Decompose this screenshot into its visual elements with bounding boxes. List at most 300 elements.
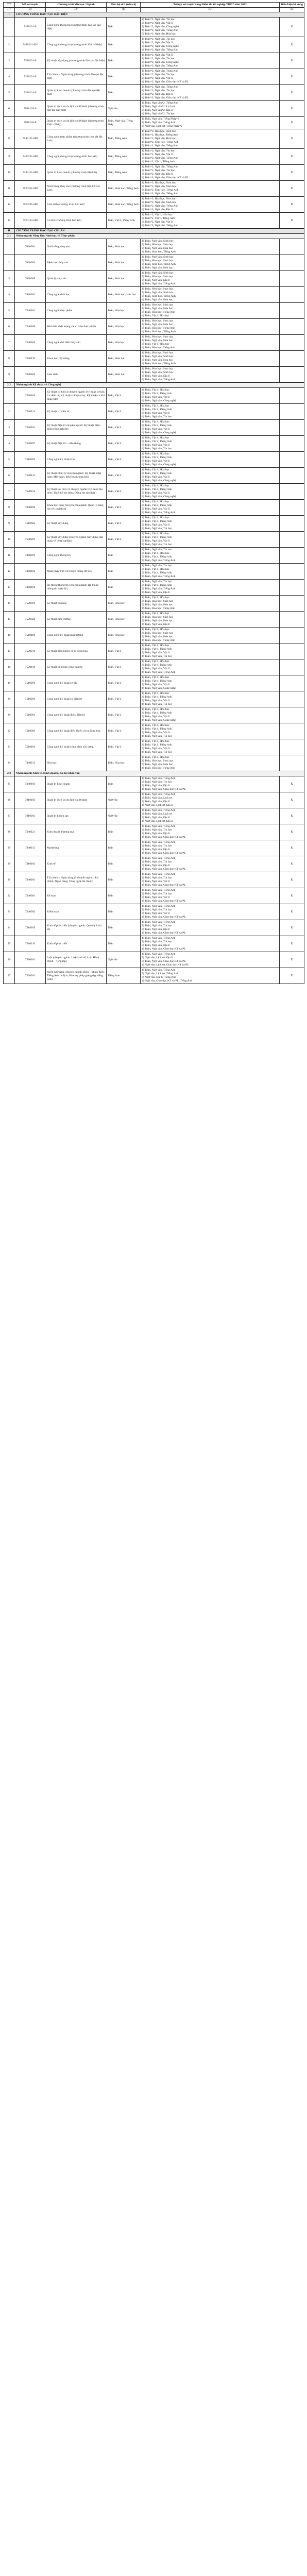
- weighted-subject: Toán, Vật lí: [107, 500, 141, 516]
- program-code: 7340301: [15, 888, 46, 904]
- weighted-subject: Toán, Sinh học: [107, 255, 141, 271]
- table-row: [4, 388, 304, 404]
- program-code: 7510102: [15, 739, 46, 755]
- row-number: 31: [4, 872, 15, 888]
- subject-combinations: 1) Toán, Vật lí, Hóa học 2) Toán, Vật lí, Tiếng Anh 3) Toán, Ngữ văn, Vật lí 4) Toán, Ngữ văn, Công nghệ: [141, 388, 280, 404]
- table-row: [4, 628, 304, 643]
- program-name: Công nghệ kỹ thuật cơ điện tử: [46, 691, 107, 707]
- weighted-subject: Toán: [107, 580, 141, 596]
- program-name: Công nghệ kỹ thuật điều khiển và tự động hóa: [46, 723, 107, 739]
- column-number: (5): [141, 8, 280, 12]
- weighted-subject: Toán, Hóa học: [107, 319, 141, 335]
- weighted-subject: Toán: [107, 53, 141, 69]
- section-id: 2.1: [4, 234, 15, 239]
- table-row: [4, 904, 304, 920]
- row-number: 17: [4, 643, 15, 659]
- extra-condition-mark: [280, 723, 304, 739]
- table-row: [4, 564, 304, 580]
- subject-combinations: 1) Toán, Vật lí, Hóa học 2) Toán, Vật lí, Tiếng Anh 3) Toán, Ngữ văn, Vật lí 4) Toán, Ngữ văn, Công nghệ: [141, 675, 280, 691]
- table-row: [4, 643, 304, 659]
- extra-condition-mark: [280, 367, 304, 383]
- program-code: 7340101: [15, 776, 46, 792]
- extra-condition-mark: X: [280, 165, 304, 181]
- weighted-subject: Toán: [107, 548, 141, 564]
- table-row: [4, 117, 304, 129]
- program-name: Công nghệ thông tin (chương trình đào tạo đặc biệt): [46, 18, 107, 37]
- table-row: [4, 936, 304, 952]
- extra-condition-mark: [280, 596, 304, 612]
- program-name: Kinh tế phát triển: [46, 936, 107, 952]
- program-code: 7540101: [15, 303, 46, 319]
- program-code: 7520207: [15, 436, 46, 452]
- table-row: [4, 659, 304, 675]
- program-code: 7540105: [15, 335, 46, 351]
- weighted-subject: Toán, Tiếng Anh: [107, 165, 141, 181]
- program-code: 7310101: [15, 856, 46, 872]
- extra-condition-mark: [280, 532, 304, 548]
- subject-combinations: 1) Toán, Vật lí, Hóa học 2) Toán, Vật lí, Tiếng Anh 3) Toán, Ngữ văn, Vật lí 4) Toán, Ngữ văn, Công nghệ: [141, 484, 280, 500]
- section-title: Nhóm ngành Nông lâm, Sinh học và Thực phẩm: [15, 234, 304, 239]
- section-title: CHƯƠNG TRÌNH ĐÀO TẠO CHUẨN: [15, 229, 304, 234]
- extra-condition-mark: X: [280, 824, 304, 840]
- weighted-subject: Toán, Vật lí: [107, 388, 141, 404]
- extra-condition-mark: [280, 335, 304, 351]
- weighted-subject: Toán, Vật lí: [107, 739, 141, 755]
- table-row: [4, 319, 304, 335]
- program-code: 7810201: [15, 808, 46, 824]
- subject-combinations: 1) Toán, Vật lí, Hóa học 2) Toán, Vật lí, Tiếng Anh 3) Toán, Ngữ văn, Vật lí 4) Toán, Ngữ văn, Công nghệ: [141, 468, 280, 484]
- row-number: 5: [4, 452, 15, 468]
- weighted-subject: Toán, Vật lí: [107, 484, 141, 500]
- weighted-subject: Toán: [107, 776, 141, 792]
- weighted-subject: Ngữ văn: [107, 952, 141, 968]
- row-number: 9: [4, 367, 15, 383]
- table-row: [4, 532, 304, 548]
- weighted-subject: Toán, Vật lí: [107, 516, 141, 532]
- row-number: 3: [4, 53, 15, 69]
- table-row: [4, 952, 304, 968]
- section-row: [4, 229, 304, 234]
- program-code: 7540106: [15, 319, 46, 335]
- program-code: 7520201: [15, 420, 46, 436]
- table-row: [4, 255, 304, 271]
- table-row: [4, 452, 304, 468]
- extra-condition-mark: X: [280, 776, 304, 792]
- row-number: 8: [4, 500, 15, 516]
- program-name: Bệnh học thủy sản: [46, 255, 107, 271]
- weighted-subject: Toán: [107, 888, 141, 904]
- program-code: 7420201: [15, 287, 46, 303]
- subject-combinations: 1) Toán, Vật lí, Hóa học 2) Toán, Vật lí, Tiếng Anh 3) Toán, Ngữ văn, Vật lí 4) Toán, Ngữ văn, Tiếng Anh: [141, 500, 280, 516]
- section-id: II: [4, 229, 15, 234]
- extra-condition-mark: X: [280, 888, 304, 904]
- weighted-subject: Toán, Sinh học: [107, 271, 141, 287]
- program-code: 7310110: [15, 936, 46, 952]
- program-code: 7510301: [15, 707, 46, 723]
- program-code: 7620110: [15, 351, 46, 367]
- program-name: Kỹ thuật hệ thống công nghiệp: [46, 659, 107, 675]
- extra-condition-mark: [280, 548, 304, 564]
- program-name: Nuôi trồng thủy sản (chương trình liên kết Hà Lan): [46, 181, 107, 197]
- weighted-subject: Toán, Sinh học, Tiếng Anh: [107, 181, 141, 197]
- program-name: Công nghệ thực phẩm: [46, 303, 107, 319]
- subject-combinations: 1) Toán, Ngữ văn, Tiếng Anh 2) Toán, Ngữ văn, Tin học 3) Toán, Ngữ văn, Địa lí 4) Toán, Ngữ văn, Giáo dục KT và PL: [141, 856, 280, 872]
- extra-condition-mark: [280, 420, 304, 436]
- table-row: [4, 351, 304, 367]
- column-number-row: [4, 8, 304, 12]
- row-number: 9: [4, 516, 15, 532]
- extra-condition-mark: [280, 564, 304, 580]
- subject-combinations: 1) Toán, Vật lí, Hóa học 2) Toán, Vật lí, Tiếng Anh 3) Toán, Ngữ văn, Vật lí 4) Toán, Ngữ văn, Tin học: [141, 516, 280, 532]
- subject-combinations: 1) Toán, Ngữ văn, Tiếng Anh 2) Toán, Ngữ văn, Tin học 3) Toán, Ngữ văn, Vật lí 4) Toán, Ngữ văn, Giáo dục KT và PL: [141, 888, 280, 904]
- subject-combinations: 1) Toán, Ngữ văn, Tin học 2) Toán, Vật lí, Hóa học 3) Toán, Vật lí, Tiếng Anh 4) Toán, Ngữ văn, Tiếng Anh: [141, 564, 280, 580]
- extra-condition-mark: [280, 452, 304, 468]
- table-row: [4, 149, 304, 165]
- row-number: 3: [4, 271, 15, 287]
- table-row: [4, 872, 304, 888]
- table-row: [4, 404, 304, 420]
- weighted-subject: Toán: [107, 85, 141, 101]
- program-code: 7480102: [15, 564, 46, 580]
- table-row: [4, 101, 304, 117]
- column-number: (3): [46, 8, 107, 12]
- subject-combinations: 1) Toán*2, Ngữ văn, Tiếng Anh 2) Toán*2, Ngữ văn, Tin học 3) Toán*2, Ngữ văn, Địa lí 4) Toán*2, Ngữ văn, Giáo dục KT và PL: [141, 85, 280, 101]
- program-name: Kỹ thuật xây dựng: [46, 516, 107, 532]
- row-number: 5: [4, 303, 15, 319]
- subject-combinations: 1) Toán, Vật lí, Hóa học 2) Toán, Vật lí, Tiếng Anh 3) Toán, Ngữ văn, Vật lí 4) Toán, Ngữ văn, Công nghệ: [141, 707, 280, 723]
- table-row: [4, 691, 304, 707]
- program-name: Công nghệ kỹ thuật công trình xây dựng: [46, 739, 107, 755]
- row-number: 13: [4, 213, 15, 229]
- extra-condition-mark: X: [280, 920, 304, 936]
- table-row: [4, 287, 304, 303]
- program-code: 7520115: [15, 468, 46, 484]
- subject-combinations: 1) Toán, Vật lí, Hóa học 2) Toán, Hóa học, Sinh học 3) Toán, Ngữ văn, Hóa học 4) Toán, Hóa học, Tiếng Anh: [141, 596, 280, 612]
- extra-condition-mark: X: [280, 69, 304, 85]
- weighted-subject: Toán: [107, 564, 141, 580]
- extra-condition-mark: X: [280, 968, 304, 984]
- program-name: Kỹ thuật xây dựng (chuyên ngành Xây dựng dân dụng và công nghiệp): [46, 532, 107, 548]
- program-code: 7620301-HN: [15, 181, 46, 197]
- program-code: 7580201: [15, 532, 46, 548]
- program-name: Lâm sinh: [46, 367, 107, 383]
- row-number: 33: [4, 904, 15, 920]
- program-name: Kỹ thuật điện (2 chuyên ngành: Kỹ thuật điện; Điện công nghiệp): [46, 420, 107, 436]
- program-name: Kỹ thuật nhiệt (2 chuyên ngành: Kỹ thuật nhiệt lạnh; Máy lạnh, điều hòa không khí): [46, 468, 107, 484]
- table-row: [4, 271, 304, 287]
- row-number: 26: [4, 792, 15, 808]
- extra-condition-mark: [280, 659, 304, 675]
- program-name: Kỹ thuật cơ khí (4 chuyên ngành: Kỹ thuật cơ khí; Cơ điện tử; Kỹ thuật chế tạo máy; Kỹ thuật cơ khí động lực): [46, 388, 107, 404]
- program-code: 7510605: [15, 516, 46, 532]
- weighted-subject: Toán, Tiếng Anh: [107, 149, 141, 165]
- program-name: Kỹ thuật tàu thủy (3 chuyên ngành: Kỹ thuật tàu thủy; Thiết kế tàu thủy; Động lực tàu thủy): [46, 484, 107, 500]
- section-row: [4, 12, 304, 18]
- program-name: Luật (chuyên ngành: Luật kinh tế; Luật Hành chính – Tư pháp): [46, 952, 107, 968]
- table-row: [4, 197, 304, 213]
- extra-condition-mark: X: [280, 18, 304, 37]
- extra-condition-mark: [280, 739, 304, 755]
- row-number: 8: [4, 351, 15, 367]
- subject-combinations: 1) Toán, Vật lí, Hóa học 2) Toán, Vật lí, Tiếng Anh 3) Toán, Ngữ văn, Vật lí 4) Toán, Ngữ văn, Tin học: [141, 532, 280, 548]
- program-name: Tài chính – Ngân hàng (3 chuyên ngành: Tài chính; Ngân hàng; Công nghệ tài chính): [46, 872, 107, 888]
- program-code: 7480201-SN: [15, 37, 46, 53]
- subject-combinations: 1) Toán, Ngữ văn, Tiếng Pháp*2 2) Toán, Ngữ văn, Tiếng Anh 3) Ngữ văn, Lịch sử, Tiếng Pháp*2: [141, 117, 280, 129]
- extra-condition-mark: [280, 612, 304, 628]
- row-number: 22: [4, 723, 15, 739]
- extra-condition-mark: X: [280, 936, 304, 952]
- subject-combinations: 1) Toán*2, Ngữ văn, Vật lí 2) Toán*2, Ngữ văn, Tin học 3) Toán*2, Ngữ văn, Công nghệ 4) Toán*2, Ngữ văn, Tiếng Anh: [141, 53, 280, 69]
- row-number: 35: [4, 936, 15, 952]
- program-name: Kỹ thuật xây dựng (chương trình đào tạo đặc biệt): [46, 53, 107, 69]
- extra-condition-mark: [280, 675, 304, 691]
- program-name: Công nghệ kỹ thuật môi trường: [46, 628, 107, 643]
- program-name: Hóa học: [46, 755, 107, 771]
- subject-combinations: 1) Toán, Ngữ văn, Tin học 2) Toán, Vật lí, Hóa học 3) Toán, Vật lí, Tiếng Anh 4) Toán, Ngữ văn, Tiếng Anh: [141, 548, 280, 564]
- weighted-subject: Toán, Hóa học: [107, 612, 141, 628]
- row-number: 6: [4, 319, 15, 335]
- extra-condition-mark: [280, 388, 304, 404]
- program-code: 7810103-P: [15, 117, 46, 129]
- program-code: 7540101-HN: [15, 129, 46, 149]
- row-number: 6: [4, 101, 15, 117]
- program-name: Quản trị khách sạn: [46, 808, 107, 824]
- row-number: 14: [4, 596, 15, 612]
- column-number: (4): [107, 8, 141, 12]
- program-code: 7220201: [15, 968, 46, 984]
- program-code: 7340302: [15, 904, 46, 920]
- row-number: 2: [4, 255, 15, 271]
- row-number: 27: [4, 808, 15, 824]
- program-name: Quản trị kinh doanh (chương trình liên kết): [46, 165, 107, 181]
- program-code: 7620305: [15, 271, 46, 287]
- program-code: 7380101: [15, 952, 46, 968]
- weighted-subject: Toán: [107, 69, 141, 85]
- program-code: 7340121: [15, 824, 46, 840]
- table-row: [4, 500, 304, 516]
- extra-condition-mark: [280, 643, 304, 659]
- subject-combinations: 1) Toán, Ngữ văn, Tiếng Anh 2) Toán, Ngữ văn, Tin học 3) Toán, Ngữ văn, Địa lí 4) Toán, Ngữ văn, Giáo dục KT và PL: [141, 824, 280, 840]
- weighted-subject: Toán: [107, 904, 141, 920]
- program-code: 7520103: [15, 388, 46, 404]
- subject-combinations: 1) Toán, Ngữ văn, Tiếng Anh 2) Toán, Ngữ văn, Tin học 3) Toán, Ngữ văn, Địa lí 4) Toán, Ngữ văn, Giáo dục KT và PL: [141, 936, 280, 952]
- weighted-subject: Toán, Sinh học: [107, 239, 141, 255]
- subject-combinations: 1) Toán, Ngữ văn, Tiếng Anh 2) Toán, Ngữ văn, Lịch sử 3) Toán, Ngữ văn, Địa lí 4) Ngữ văn, Lịch sử, Địa lí: [141, 808, 280, 824]
- row-number: 29: [4, 840, 15, 856]
- program-code: 7510203: [15, 691, 46, 707]
- extra-condition-mark: X: [280, 37, 304, 53]
- program-name: Công nghệ kỹ thuật ô tô: [46, 452, 107, 468]
- table-row: [4, 596, 304, 612]
- program-name: Cơ khí (chương trình liên kết): [46, 213, 107, 229]
- program-name: Kỹ thuật cơ điện tử: [46, 404, 107, 420]
- program-code: 7340201-S: [15, 69, 46, 85]
- subject-combinations: 1) Toán*2, Hóa học, Sinh học 2) Toán*2, Hóa học, Tiếng Anh 3) Toán*2, Ngữ văn, Hóa học 4) Toán*2, Sinh học, Tiếng Anh 5) Toán*2, Ngữ văn, Tiếng Anh: [141, 129, 280, 149]
- table-row: [4, 675, 304, 691]
- program-name: Quản trị dịch vụ du lịch và lữ hành (chương trình Việt – Pháp): [46, 117, 107, 129]
- subject-combinations: 1) Toán, Hóa học, Sinh học 2) Toán, Ngữ văn, Hóa học 3) Toán, Hóa học, Tiếng Anh 4) Toán, Sinh học, Tiếng Anh: [141, 319, 280, 335]
- table-row: [4, 808, 304, 824]
- subject-combinations: 1) Toán, Vật lí, Hóa học 2) Toán, Vật lí, Tiếng Anh 3) Toán, Ngữ văn, Vật lí 4) Toán, Ngữ văn, Tin học: [141, 739, 280, 755]
- subject-combinations: 1) Toán, Ngữ văn*2, Tiếng Anh 2) Toán, Ngữ văn*2, Lịch sử 3) Toán, Ngữ văn*2, Địa lí 4) Toán, Ngữ văn*2, Tin học: [141, 101, 280, 117]
- extra-condition-mark: X: [280, 840, 304, 856]
- extra-condition-mark: X: [280, 872, 304, 888]
- program-name: Quản trị kinh doanh (chương trình đào tạo đặc biệt): [46, 85, 107, 101]
- column-number: (6): [280, 8, 304, 12]
- extra-condition-mark: [280, 287, 304, 303]
- program-code: 7340201: [15, 872, 46, 888]
- program-code: 7810103-S: [15, 101, 46, 117]
- weighted-subject: Toán: [107, 824, 141, 840]
- program-name: Công nghệ thông tin: [46, 548, 107, 564]
- program-name: Kỹ thuật hóa học: [46, 596, 107, 612]
- subject-combinations: 1) Toán, Hóa học, Sinh học 2) Toán, Ngữ văn, Hóa học 3) Toán, Vật lí, Hóa học 4) Toán, Hóa học, Tiếng Anh: [141, 335, 280, 351]
- table-row: [4, 335, 304, 351]
- weighted-subject: Toán, Hóa học: [107, 628, 141, 643]
- table-row: [4, 920, 304, 936]
- program-name: Hệ thống thông tin (chuyên ngành: Hệ thống thông tin quản lý): [46, 580, 107, 596]
- program-name: Kinh tế phát triển (chuyên ngành: Quản lý kinh tế): [46, 920, 107, 936]
- subject-combinations: 1) Toán, Ngữ văn, Tiếng Anh 2) Toán, Ngữ văn, Tin học 3) Toán, Ngữ văn, Vật lí 4) Toán, Ngữ văn, Giáo dục KT và PL: [141, 872, 280, 888]
- program-code: 7510201: [15, 675, 46, 691]
- subject-combinations: 1) Toán, Ngữ văn, Tiếng Anh 2) Toán, Ngữ văn, Tin học 3) Toán, Ngữ văn, Địa lí 4) Toán, Ngữ văn, Giáo dục KT và PL: [141, 776, 280, 792]
- section-title: Nhóm ngành Kỹ thuật và Công nghệ: [15, 383, 304, 388]
- header-note: Điều kiện bổ sung: [280, 3, 304, 8]
- subject-combinations: 1) Toán, Ngữ văn, Sinh học 2) Toán, Hóa học, Sinh học 3) Toán, Sinh học, Tiếng Anh 4) Toán, Ngữ văn, Hóa học: [141, 255, 280, 271]
- section-id: 2.3: [4, 771, 15, 776]
- weighted-subject: Ngữ văn: [107, 792, 141, 808]
- program-code: 7810103: [15, 792, 46, 808]
- row-number: 13: [4, 580, 15, 596]
- program-name: Mạng máy tính và truyền thông dữ liệu: [46, 564, 107, 580]
- section-id: 2.2: [4, 383, 15, 388]
- row-number: 24: [4, 755, 15, 771]
- weighted-subject: Toán, Vật lí: [107, 436, 141, 452]
- weighted-subject: Tiếng Anh: [107, 968, 141, 984]
- program-code: 7520103-HN: [15, 213, 46, 229]
- weighted-subject: Toán, Vật lí: [107, 659, 141, 675]
- weighted-subject: Toán, Vật lí: [107, 532, 141, 548]
- row-number: 12: [4, 564, 15, 580]
- weighted-subject: Ngữ văn: [107, 101, 141, 117]
- weighted-subject: Ngữ văn: [107, 808, 141, 824]
- weighted-subject: Toán: [107, 920, 141, 936]
- table-row: [4, 755, 304, 771]
- program-code: 7620205: [15, 367, 46, 383]
- table-row: [4, 436, 304, 452]
- subject-combinations: 1) Toán, Ngữ văn, Tin học 2) Toán, Vật lí, Tiếng Anh 3) Toán, Ngữ văn, Tiếng Anh 4) Toán, Ngữ văn, Địa lí: [141, 580, 280, 596]
- subject-combinations: 1) Toán, Ngữ văn, Tiếng Anh 2) Toán, Ngữ văn, Tin học 3) Toán, Ngữ văn, Địa lí 4) Toán, Ngữ văn, Giáo dục KT và PL: [141, 840, 280, 856]
- program-code: 7520301: [15, 596, 46, 612]
- extra-condition-mark: [280, 500, 304, 516]
- program-name: Kinh doanh thương mại: [46, 824, 107, 840]
- subject-combinations: 1) Toán, Ngữ văn, Tiếng Anh 2) Ngữ văn, Lịch sử, Tiếng Anh 3) Ngữ văn, Địa lí, Tiếng Anh 4) Ngữ văn, Giáo dục KT và PL, Tiếng Anh: [141, 968, 280, 984]
- weighted-subject: Toán, Vật lí: [107, 452, 141, 468]
- row-number: 21: [4, 707, 15, 723]
- extra-condition-mark: X: [280, 149, 304, 165]
- row-number: 11: [4, 548, 15, 564]
- row-number: 9: [4, 149, 15, 165]
- subject-combinations: 1) Toán*2, Ngữ văn, Tiếng Anh 2) Toán*2, Ngữ văn, Tin học 3) Toán*2, Ngữ văn, Địa lí 4) Toán*2, Ngữ văn, Giáo dục KT và PL: [141, 165, 280, 181]
- row-number: 7: [4, 335, 15, 351]
- extra-condition-mark: [280, 516, 304, 532]
- row-number: 3: [4, 420, 15, 436]
- table-body: [4, 12, 304, 984]
- weighted-subject: Toán, Vật lí: [107, 707, 141, 723]
- program-name: Nuôi trồng thủy sản: [46, 239, 107, 255]
- extra-condition-mark: [280, 468, 304, 484]
- program-code: 7520216: [15, 643, 46, 659]
- row-number: 10: [4, 532, 15, 548]
- row-number: 12: [4, 197, 15, 213]
- table-row: [4, 85, 304, 101]
- section-row: [4, 383, 304, 388]
- weighted-subject: Toán, Tiếng Anh: [107, 129, 141, 149]
- program-name: Kỹ thuật điều khiển và tự động hóa: [46, 643, 107, 659]
- table-row: [4, 239, 304, 255]
- row-number: 28: [4, 824, 15, 840]
- weighted-subject: Toán, Sinh học: [107, 367, 141, 383]
- table-row: [4, 18, 304, 37]
- row-number: 4: [4, 69, 15, 85]
- program-name: Đảm bảo chất lượng và an toàn thực phẩm: [46, 319, 107, 335]
- subject-combinations: 1) Toán*2, Vật lí, Hóa học 2) Toán*2, Vật lí, Tiếng Anh 3) Toán*2, Ngữ văn, Vật lí 4) Toán*2, Ngữ văn, Tiếng Anh: [141, 213, 280, 229]
- subject-combinations: 1) Toán, Vật lí, Hóa học 2) Toán, Vật lí, Tiếng Anh 3) Toán, Ngữ văn, Vật lí 4) Toán, Ngữ văn, Công nghệ: [141, 420, 280, 436]
- subject-combinations: 1) Toán, Vật lí, Hóa học 2) Toán, Hóa học, Sinh học 3) Toán, Ngữ văn, Hóa học 4) Toán, Hóa học, Tiếng Anh: [141, 755, 280, 771]
- subject-combinations: 1) Toán, Ngữ văn, Tiếng Anh 2) Ngữ văn, Lịch sử, Địa lí 3) Toán, Ngữ văn, Giáo dục KT và PL 4) Ngữ văn, Lịch sử, Giáo dục KT và PL: [141, 952, 280, 968]
- table-row: [4, 776, 304, 792]
- program-code: 7340115: [15, 840, 46, 856]
- extra-condition-mark: X: [280, 101, 304, 117]
- subject-combinations: 1) Toán, Hóa học, Sinh học 2) Toán, Ngữ văn, Hóa học 3) Toán, Hóa học, Tiếng Anh 4) Toán, Vật lí, Hóa học: [141, 303, 280, 319]
- extra-condition-mark: [280, 691, 304, 707]
- header-name: Chương trình đào tạo / Ngành: [46, 3, 107, 8]
- subject-combinations: 1) Toán, Hóa học, Sinh học 2) Toán, Ngữ văn, Sinh học 3) Toán, Ngữ văn, Địa lí 4) Toán, Ngữ văn, Tiếng Anh: [141, 367, 280, 383]
- program-name: Kinh tế: [46, 856, 107, 872]
- program-name: Khoa học hàng hải (chuyên ngành: Quản lý hàng hải và Logistics): [46, 500, 107, 516]
- table-row: [4, 612, 304, 628]
- weighted-subject: Toán: [107, 856, 141, 872]
- program-name: Công nghệ thông tin (chương trình liên kết): [46, 149, 107, 165]
- weighted-subject: Toán, Hóa học: [107, 596, 141, 612]
- section-title: CHƯƠNG TRÌNH ĐÀO TẠO ĐẶC BIỆT: [15, 12, 304, 18]
- program-code: 7310105: [15, 920, 46, 936]
- extra-condition-mark: X: [280, 85, 304, 101]
- row-number: 4: [4, 287, 15, 303]
- column-number: (2): [15, 8, 46, 12]
- table-row: [4, 580, 304, 596]
- admissions-document: [3, 2, 304, 984]
- weighted-subject: Toán, Sinh học, Tiếng Anh: [107, 197, 141, 213]
- extra-condition-mark: X: [280, 792, 304, 808]
- subject-combinations: 1) Toán, Vật lí, Hóa học 2) Toán, Vật lí, Tiếng Anh 3) Toán, Ngữ văn, Vật lí 4) Toán, Ngữ văn, Tin học: [141, 436, 280, 452]
- weighted-subject: Toán, Sinh học: [107, 351, 141, 367]
- row-number: 34: [4, 920, 15, 936]
- table-row: [4, 129, 304, 149]
- program-name: Quản trị kinh doanh: [46, 776, 107, 792]
- extra-condition-mark: [280, 351, 304, 367]
- subject-combinations: 1) Toán, Vật lí, Hóa học 2) Toán, Vật lí, Tiếng Anh 3) Toán, Ngữ văn, Vật lí 4) Toán, Ngữ văn, Tiếng Anh: [141, 659, 280, 675]
- program-name: Kế toán: [46, 888, 107, 904]
- extra-condition-mark: X: [280, 181, 304, 197]
- row-number: 37: [4, 968, 15, 984]
- header-stt: TT: [4, 3, 15, 8]
- program-code: 7620301: [15, 239, 46, 255]
- program-name: Công nghệ kỹ thuật điện, điện tử: [46, 707, 107, 723]
- row-number: 18: [4, 659, 15, 675]
- weighted-subject: Toán, Vật lí: [107, 675, 141, 691]
- weighted-subject: Toán, Ngữ văn, Tiếng Pháp: [107, 117, 141, 129]
